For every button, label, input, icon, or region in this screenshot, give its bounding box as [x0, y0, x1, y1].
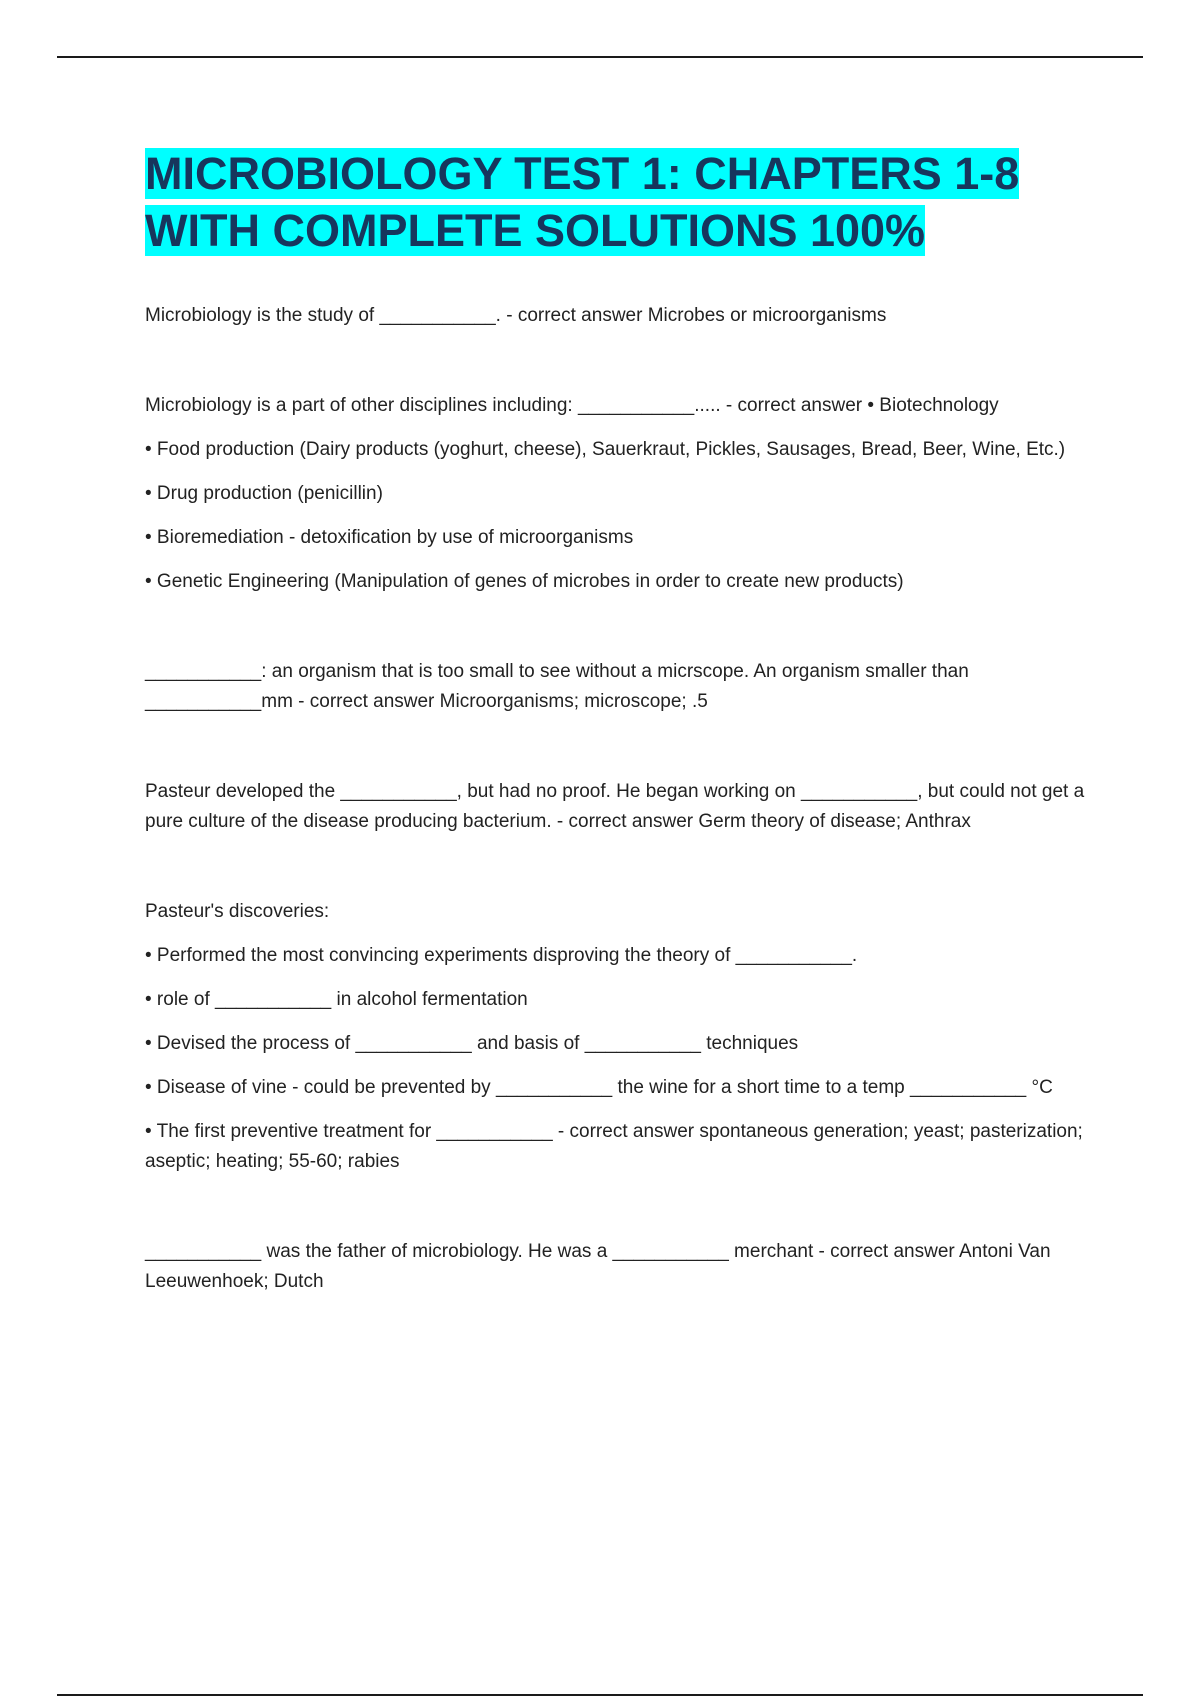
- question-3: ___________: an organism that is too small to see without a micrscope. An organism smaller than ___________mm - correct answer Microorganisms; microscope; .5: [145, 661, 975, 712]
- question-2-bullet-2: • Drug production (penicillin): [145, 483, 383, 504]
- question-6: ___________ was the father of microbiology. He was a ___________ merchant - correct answer Antoni Van Leeuwenhoek; Dutch: [145, 1241, 1056, 1292]
- question-5: Pasteur's discoveries:: [145, 901, 330, 922]
- title-line-2: WITH COMPLETE SOLUTIONS 100%: [145, 205, 926, 256]
- question-1: Microbiology is the study of ___________. - correct answer Microbes or microorganisms: [145, 305, 887, 326]
- document-title: [145, 145, 1090, 259]
- question-2-bullet-3: • Bioremediation - detoxification by use of microorganisms: [145, 527, 634, 548]
- question-5-bullet-2: • role of ___________ in alcohol fermentation: [145, 989, 528, 1010]
- question-2: Microbiology is a part of other disciplines including: ___________..... - correct answer • Biotechnology: [145, 395, 999, 416]
- question-5-bullet-3: • Devised the process of ___________ and basis of ___________ techniques: [145, 1033, 799, 1054]
- question-2-bullet-1: • Food production (Dairy products (yoghurt, cheese), Sauerkraut, Pickles, Sausages, Bread, Beer, Wine, Etc.): [145, 439, 1066, 460]
- title-line-1: MICROBIOLOGY TEST 1: CHAPTERS 1-8: [145, 148, 1020, 199]
- question-5-bullet-1: • Performed the most convincing experiments disproving the theory of ___________.: [145, 945, 858, 966]
- question-5-bullet-4: • Disease of vine - could be prevented by ___________ the wine for a short time to a temp ___________ °C: [145, 1077, 1053, 1098]
- top-rule: [57, 56, 1143, 58]
- question-2-bullet-4: • Genetic Engineering (Manipulation of genes of microbes in order to create new products): [145, 571, 904, 592]
- document-body: [145, 145, 1090, 1297]
- bottom-rule: [57, 1694, 1143, 1696]
- question-5-bullet-5: • The first preventive treatment for ___________ - correct answer spontaneous generation; yeast; pasterization; aseptic; heating; 55-60; rabies: [145, 1121, 1089, 1172]
- question-4: Pasteur developed the ___________, but had no proof. He began working on ___________, but could not get a pure culture of the disease producing bacterium. - correct answer Germ theory of disease; Anthrax: [145, 781, 1090, 832]
